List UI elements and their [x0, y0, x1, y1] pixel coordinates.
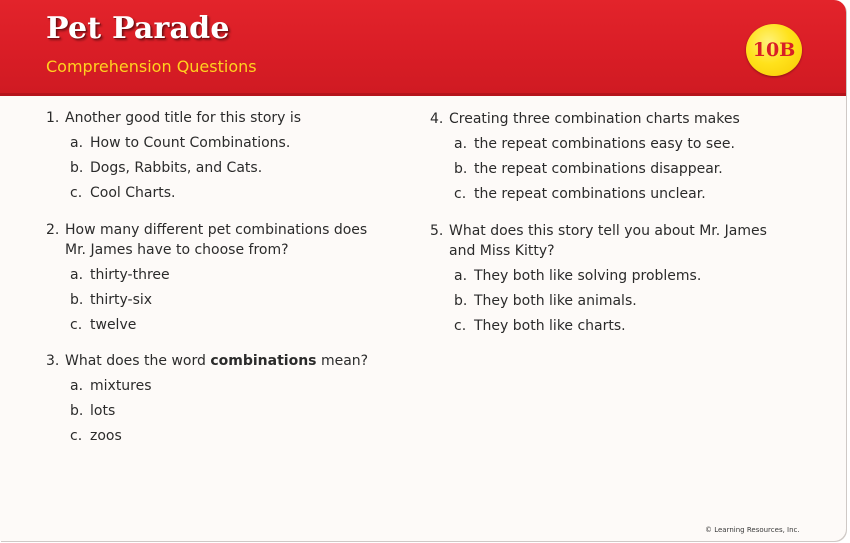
question-number: 3.: [46, 353, 60, 369]
option-text: Dogs, Rabbits, and Cats.: [90, 160, 263, 176]
answer-option: [430, 184, 790, 209]
question-3: [46, 351, 391, 451]
question-text: What does this story tell you about Mr. James and Miss Kitty?: [449, 223, 767, 259]
question-number: 1.: [46, 110, 60, 126]
option-letter: a.: [70, 378, 84, 394]
option-text: zoos: [90, 428, 122, 444]
level-badge: [746, 24, 802, 76]
page-subtitle: Comprehension Questions: [46, 57, 257, 76]
answer-option: [430, 316, 795, 341]
option-text: thirty-six: [90, 292, 153, 308]
option-letter: b.: [70, 403, 84, 419]
option-text: the repeat combinations easy to see.: [474, 136, 735, 152]
option-letter: b.: [454, 293, 468, 309]
option-text: How to Count Combinations.: [90, 135, 291, 151]
question-5: [430, 221, 795, 341]
option-letter: c.: [70, 185, 83, 201]
option-letter: a.: [70, 267, 84, 283]
option-letter: b.: [70, 160, 84, 176]
answer-option: [46, 376, 391, 401]
option-text: the repeat combinations disappear.: [474, 161, 723, 177]
option-letter: b.: [70, 292, 84, 308]
option-text: thirty-three: [90, 267, 170, 283]
card-header: [0, 0, 846, 96]
option-letter: a.: [454, 136, 468, 152]
option-letter: b.: [454, 161, 468, 177]
copyright-notice: © Learning Resources, Inc.: [705, 526, 800, 534]
answer-option: [46, 133, 386, 158]
question-4: [430, 109, 790, 209]
option-letter: c.: [70, 317, 83, 333]
answer-option: [430, 266, 795, 291]
question-text: [65, 351, 391, 371]
level-badge-label: 10B: [752, 39, 796, 61]
question-text: Creating three combination charts makes: [449, 111, 740, 127]
option-letter: c.: [454, 318, 467, 334]
option-letter: c.: [70, 428, 83, 444]
option-letter: a.: [70, 135, 84, 151]
question-number: 2.: [46, 222, 60, 238]
answer-option: [430, 159, 790, 184]
vocabulary-word: combinations: [210, 353, 317, 369]
answer-option: [46, 265, 391, 290]
answer-option: [430, 134, 790, 159]
answer-option: [46, 183, 386, 208]
option-text: the repeat combinations unclear.: [474, 186, 706, 202]
question-2: [46, 220, 391, 340]
answer-option: [46, 290, 391, 315]
question-text: Another good title for this story is: [65, 110, 302, 126]
option-text: They both like solving problems.: [474, 268, 702, 284]
option-text: Cool Charts.: [90, 185, 176, 201]
option-text: twelve: [90, 317, 137, 333]
page-title: Pet Parade: [46, 11, 230, 46]
question-1: [46, 108, 386, 208]
answer-option: [46, 426, 391, 451]
option-text: mixtures: [90, 378, 152, 394]
option-letter: c.: [454, 186, 467, 202]
question-number: 5.: [430, 223, 444, 239]
answer-option: [46, 401, 391, 426]
option-text: They both like charts.: [474, 318, 626, 334]
option-text: They both like animals.: [474, 293, 637, 309]
option-text: lots: [90, 403, 116, 419]
question-text-lead: What does the word: [65, 353, 211, 369]
question-number: 4.: [430, 111, 444, 127]
question-text: How many different pet combinations does Mr. James have to choose from?: [65, 222, 368, 258]
answer-option: [46, 315, 391, 340]
answer-option: [430, 291, 795, 316]
question-text-tail: mean?: [316, 353, 369, 369]
option-letter: a.: [454, 268, 468, 284]
answer-option: [46, 158, 386, 183]
